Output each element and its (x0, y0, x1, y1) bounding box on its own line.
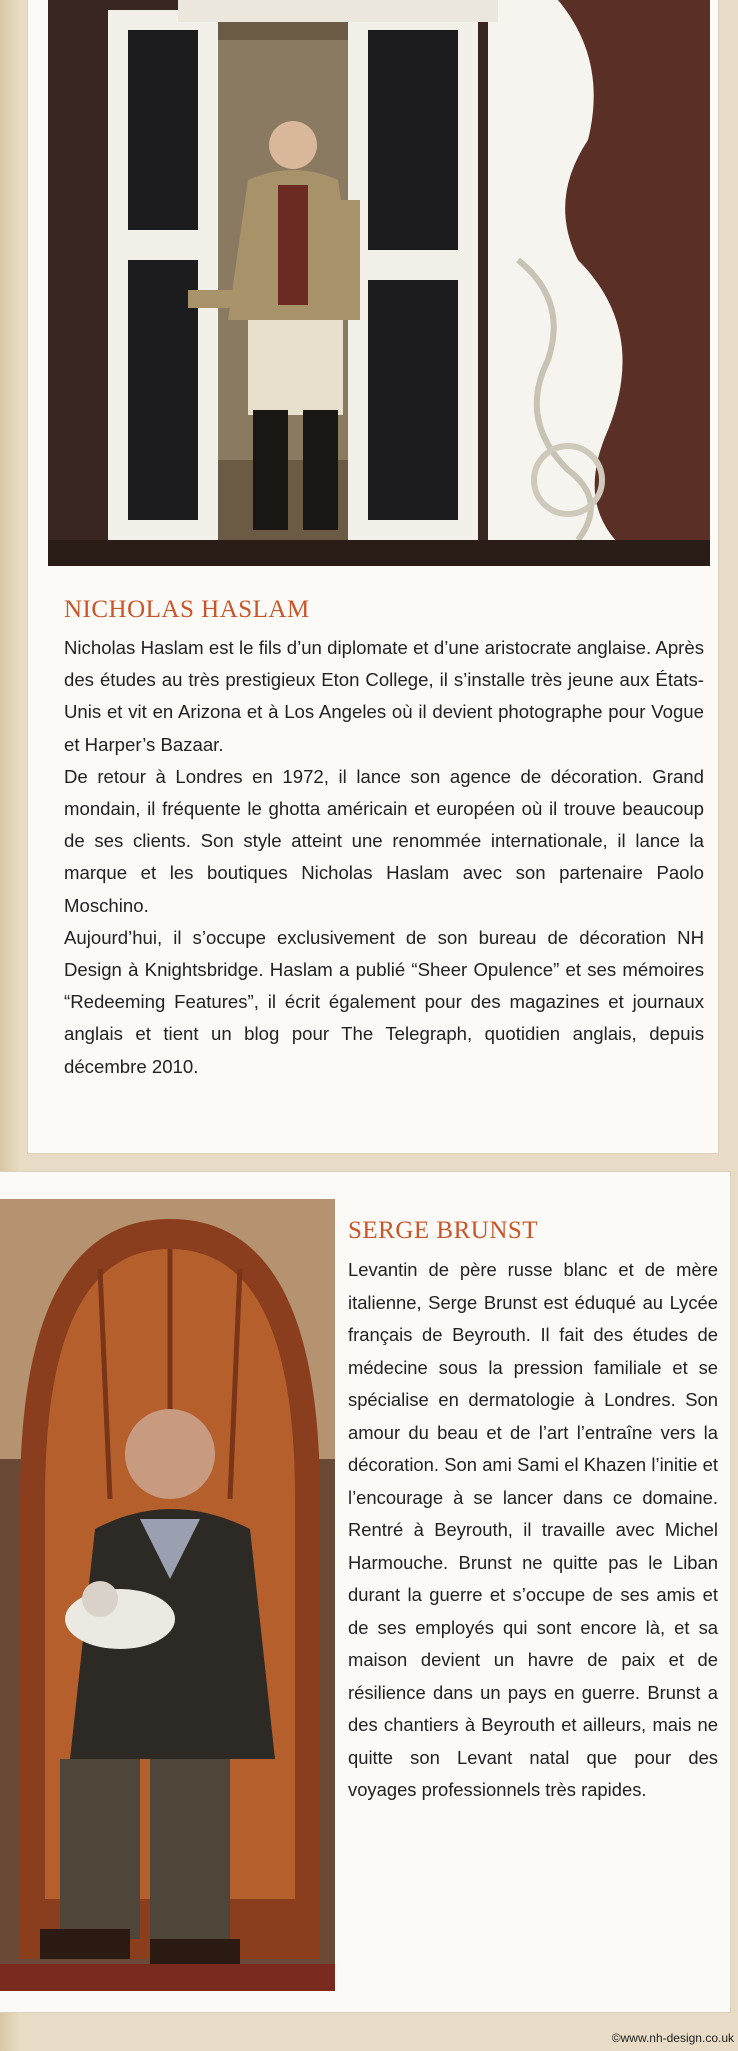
haslam-bio (64, 632, 704, 1083)
brunst-paragraph: Levantin de père russe blanc et de mère italienne, Serge Brunst est éduqué au Lycée français de Beyrouth. Il fait des études de médecine sous la pression familiale et se spécialise en dermatologie à Londres. Son amour du beau et de l’art l’entraîne vers la décoration. Son ami Sami el Khazen l’initie et l’encourage à se lancer dans ce domaine. Rentré à Beyrouth, il travaille avec Michel Harmouche. Brunst ne quitte pas le Liban durant la guerre et s’occupe de ses amis et de ses employés qui sont encore là, et sa maison devient un havre de paix et de résilience dans un pays en guerre. Brunst a des chantiers à Beyrouth et ailleurs, mais ne quitte son Levant natal que pour des voyages professionnels très rapides. (348, 1259, 718, 1800)
haslam-paragraph: De retour à Londres en 1972, il lance son agence de décoration. Grand mondain, il fréquente le ghotta américain et européen où il trouve beaucoup de ses clients. Son style atteint une renommée internationale, il lance la marque et les boutiques Nicholas Haslam avec son partenaire Paolo Moschino. (64, 765, 704, 916)
haslam-paragraph: Nicholas Haslam est le fils d’un diplomate et d’une aristocrate anglaise. Après des études au très prestigieux Eton College, il s’installe très jeune aux États-Unis et vit en Arizona et à Los Angeles où il devient photographe pour Vogue et Harper’s Bazaar. (64, 637, 704, 755)
brunst-title: SERGE BRUNST (348, 1217, 539, 1244)
haslam-paragraph: Aujourd’hui, il s’occupe exclusivement de son bureau de décoration NH Design à Knightsbridge. Haslam a publié “Sheer Opulence” et ses mémoires “Redeeming Features”, il écrit également pour des magazines et journaux anglais et tient un blog pour The Telegraph, quotidien anglais, depuis décembre 2010. (64, 926, 704, 1077)
brunst-photo (0, 1199, 335, 1991)
haslam-title: NICHOLAS HASLAM (64, 596, 310, 623)
haslam-photo (48, 0, 710, 566)
brunst-bio (348, 1254, 718, 1807)
photo-credit: ©www.nh-design.co.uk (611, 2031, 734, 2045)
